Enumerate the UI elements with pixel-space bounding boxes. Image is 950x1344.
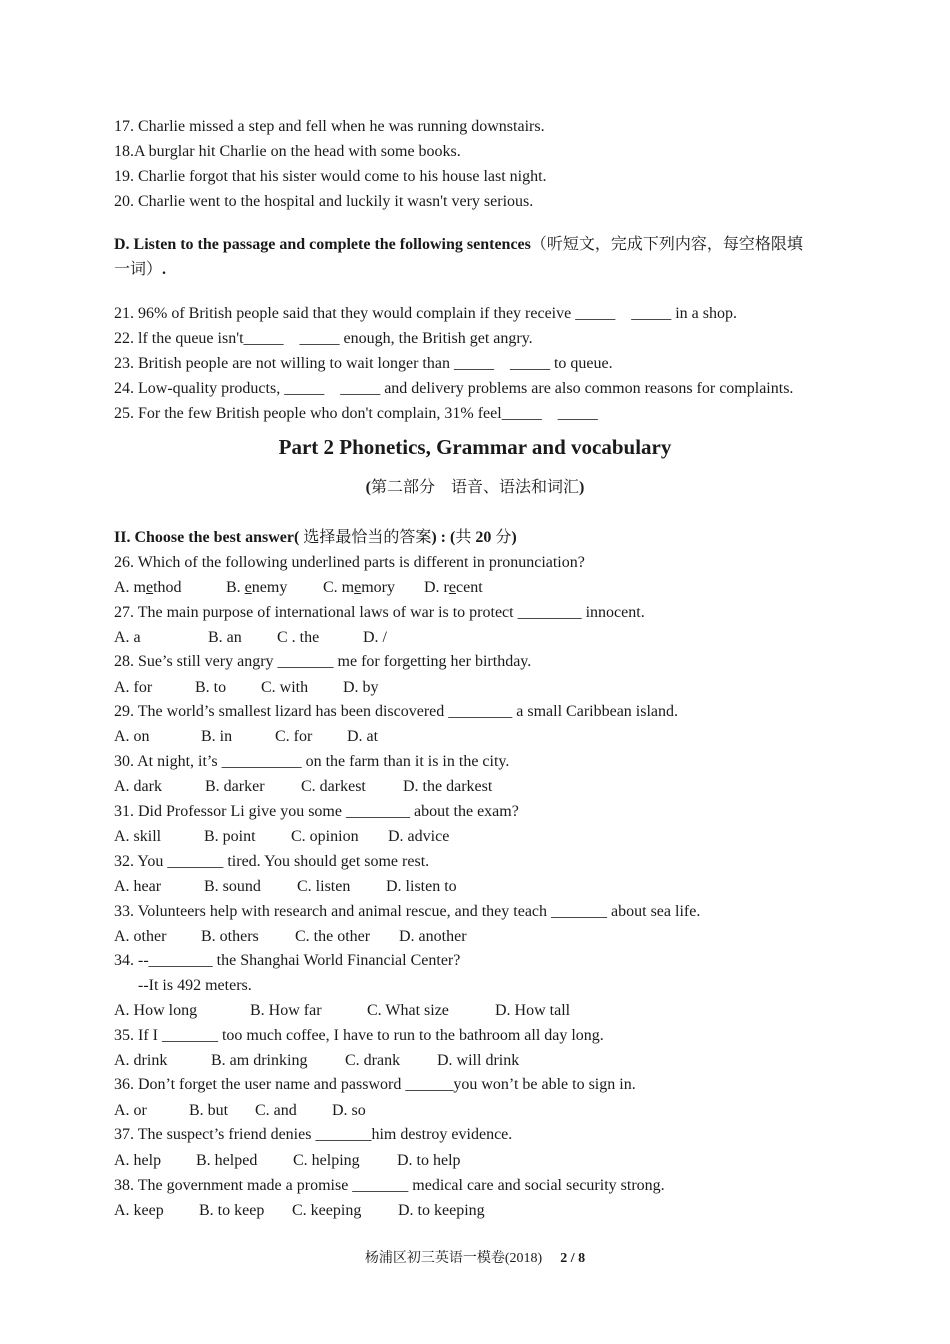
- question-37-options: [0, 1151, 950, 1171]
- section-d-heading-cont: [114, 260, 166, 280]
- question-36-stem: 36. Don’t forget the user name and password ______you won’t be able to sign in.: [114, 1076, 636, 1093]
- option-c: C. keeping: [292, 1202, 362, 1219]
- section-ii-points: 20: [475, 529, 492, 546]
- fill-in-25: 25. For the few British people who don't complain, 31% feel_____ _____: [114, 405, 598, 422]
- option-b: B. sound: [204, 878, 261, 895]
- section-d-heading-end: .: [162, 261, 167, 278]
- question-31-stem: 31. Did Professor Li give you some ________ about the exam?: [114, 803, 519, 820]
- option-a: A. a: [114, 629, 141, 646]
- option-b: B. to keep: [199, 1202, 265, 1219]
- option-a: A. other: [114, 928, 167, 945]
- section-ii-end: ): [511, 529, 517, 546]
- option-a: A. keep: [114, 1202, 164, 1219]
- option-b: [226, 578, 287, 598]
- option-c: C. What size: [367, 1002, 449, 1019]
- section-d-heading-cn: （听短文，完成下列内容，每空格限填: [530, 236, 803, 253]
- option-a: A. help: [114, 1152, 162, 1169]
- option-text: mory: [361, 579, 396, 596]
- part2-subtitle-text: 第二部分 语音、语法和词汇: [370, 479, 579, 496]
- option-d: D. so: [332, 1102, 366, 1119]
- fill-in-24: 24. Low-quality products, _____ _____ and delivery problems are also common reasons for complaints.: [114, 380, 794, 397]
- option-a: A. for: [114, 679, 153, 696]
- option-d: [424, 578, 483, 598]
- section-ii-fen: 分: [491, 529, 512, 546]
- option-b: B. point: [204, 828, 256, 845]
- part2-subtitle-close: ): [579, 479, 585, 496]
- part2-subtitle-open: (: [365, 479, 371, 496]
- question-26-options: [0, 578, 950, 598]
- option-a: A. skill: [114, 828, 162, 845]
- option-d: D. another: [399, 928, 467, 945]
- option-d: D. to help: [397, 1152, 461, 1169]
- statement-17: 17. Charlie missed a step and fell when he was running downstairs.: [114, 118, 545, 135]
- option-b: B. but: [189, 1102, 229, 1119]
- question-33-stem: 33. Volunteers help with research and animal rescue, and they teach _______ about sea life.: [114, 903, 701, 920]
- option-b: B. How far: [250, 1002, 322, 1019]
- option-b: B. darker: [205, 778, 265, 795]
- statement-18: 18.A burglar hit Charlie on the head with some books.: [114, 143, 461, 160]
- section-ii-heading-en: II. Choose the best answer(: [114, 529, 300, 546]
- option-c: C. and: [255, 1102, 297, 1119]
- section-ii-heading-cn: 选择最恰当的答案: [299, 529, 432, 546]
- question-27-stem: 27. The main purpose of international laws of war is to protect ________ innocent.: [114, 604, 645, 621]
- question-35-options: [0, 1051, 950, 1071]
- underlined-letter: e: [146, 579, 154, 596]
- option-c: C. listen: [297, 878, 351, 895]
- question-38-options: [0, 1201, 950, 1221]
- part2-subtitle: [0, 478, 950, 498]
- question-32-options: [0, 877, 950, 897]
- question-30-options: [0, 777, 950, 797]
- statement-20: 20. Charlie went to the hospital and luckily it wasn't very serious.: [114, 193, 534, 210]
- section-d-heading-cn2: 一词）: [114, 261, 163, 278]
- option-c: C. for: [275, 728, 313, 745]
- option-d: D. listen to: [386, 878, 457, 895]
- underlined-letter: e: [448, 579, 456, 596]
- option-text: D. r: [424, 579, 449, 596]
- option-c: C. with: [261, 679, 309, 696]
- option-d: D. /: [363, 629, 387, 646]
- option-b: B. an: [208, 629, 242, 646]
- fill-in-22: 22. lf the queue isn't_____ _____ enough, the British get angry.: [114, 330, 533, 347]
- option-a: A. drink: [114, 1052, 168, 1069]
- fill-in-23: 23. British people are not willing to wait longer than _____ _____ to queue.: [114, 355, 613, 372]
- option-a: A. or: [114, 1102, 147, 1119]
- question-35-stem: 35. If I _______ too much coffee, I have to run to the bathroom all day long.: [114, 1027, 604, 1044]
- fill-in-21: 21. 96% of British people said that they would complain if they receive _____ _____ in a shop.: [114, 305, 737, 322]
- option-c: C. darkest: [301, 778, 366, 795]
- page-footer: [0, 1249, 950, 1269]
- part2-title: Part 2 Phonetics, Grammar and vocabulary: [278, 435, 672, 459]
- question-26-stem: 26. Which of the following underlined parts is different in pronunciation?: [114, 554, 585, 571]
- section-d-heading-en: D. Listen to the passage and complete the following sentences: [114, 236, 531, 253]
- section-ii-heading: [114, 528, 517, 548]
- question-34-stem: 34. --________ the Shanghai World Financial Center?: [114, 952, 461, 969]
- question-34-answer-line: --It is 492 meters.: [138, 977, 252, 994]
- underlined-letter: e: [354, 579, 362, 596]
- option-a: A. hear: [114, 878, 162, 895]
- option-b: B. in: [201, 728, 233, 745]
- section-d-heading: [114, 235, 803, 255]
- option-a: [114, 578, 182, 598]
- option-d: D. will drink: [437, 1052, 520, 1069]
- option-text: C. m: [323, 579, 355, 596]
- option-c: C. helping: [293, 1152, 360, 1169]
- option-text: B.: [226, 579, 245, 596]
- question-37-stem: 37. The suspect’s friend denies _______him destroy evidence.: [114, 1126, 513, 1143]
- option-a: A. dark: [114, 778, 162, 795]
- option-d: D. How tall: [495, 1002, 571, 1019]
- option-a: A. on: [114, 728, 150, 745]
- option-text: nemy: [251, 579, 288, 596]
- footer-text: 杨浦区初三英语一模卷(2018): [364, 1251, 543, 1266]
- option-d: D. advice: [388, 828, 450, 845]
- option-d: D. to keeping: [398, 1202, 485, 1219]
- option-d: D. the darkest: [403, 778, 493, 795]
- statement-19: 19. Charlie forgot that his sister would come to his house last night.: [114, 168, 547, 185]
- question-34-options: [0, 1001, 950, 1021]
- option-c: C. opinion: [291, 828, 359, 845]
- option-text: A. m: [114, 579, 146, 596]
- option-c: C. drank: [345, 1052, 401, 1069]
- option-c: [323, 578, 395, 598]
- option-d: D. at: [347, 728, 379, 745]
- option-b: B. helped: [196, 1152, 258, 1169]
- question-28-stem: 28. Sue’s still very angry _______ me for forgetting her birthday.: [114, 653, 532, 670]
- page-number: 2 / 8: [560, 1251, 586, 1266]
- section-ii-heading-mid: ) : (: [431, 529, 456, 546]
- question-36-options: [0, 1101, 950, 1121]
- option-c: C. the other: [295, 928, 371, 945]
- option-b: B. others: [201, 928, 259, 945]
- question-33-options: [0, 927, 950, 947]
- option-c: C . the: [277, 629, 320, 646]
- option-text: cent: [456, 579, 483, 596]
- question-30-stem: 30. At night, it’s __________ on the farm than it is in the city.: [114, 753, 510, 770]
- question-29-options: [0, 727, 950, 747]
- question-28-options: [0, 678, 950, 698]
- option-b: B. to: [195, 679, 227, 696]
- section-ii-gong: 共: [455, 529, 476, 546]
- question-32-stem: 32. You _______ tired. You should get some rest.: [114, 853, 430, 870]
- option-d: D. by: [343, 679, 379, 696]
- option-text: thod: [153, 579, 182, 596]
- option-a: A. How long: [114, 1002, 198, 1019]
- question-29-stem: 29. The world’s smallest lizard has been discovered ________ a small Caribbean island.: [114, 703, 679, 720]
- option-b: B. am drinking: [211, 1052, 308, 1069]
- question-27-options: [0, 628, 950, 648]
- question-38-stem: 38. The government made a promise _______ medical care and social security strong.: [114, 1177, 665, 1194]
- question-31-options: [0, 827, 950, 847]
- underlined-letter: e: [244, 579, 252, 596]
